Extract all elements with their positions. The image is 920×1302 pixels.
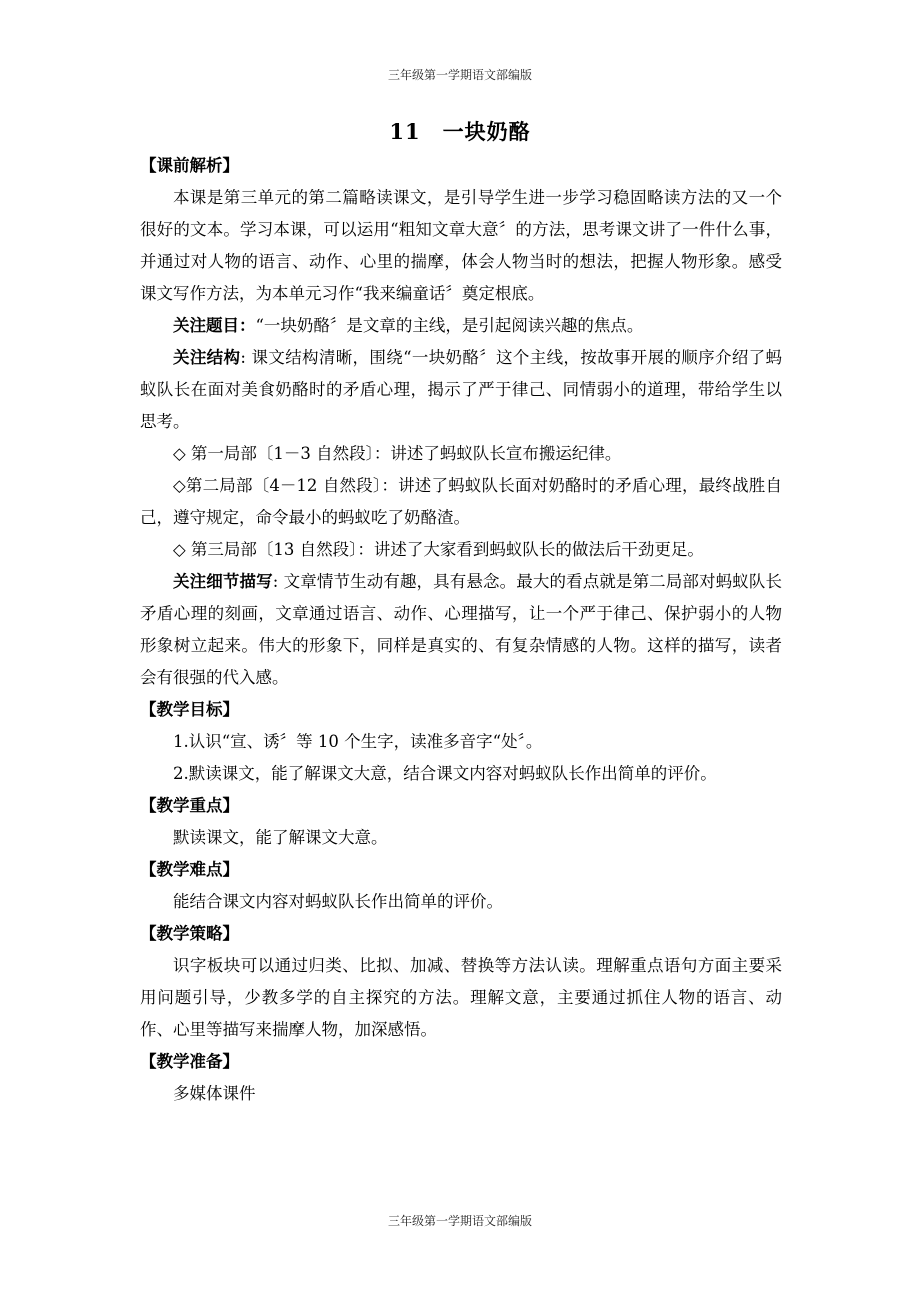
key-text: 默读课文，能了解课文大意。 bbox=[173, 828, 388, 847]
section-heading-strategy: 【教学策略】 bbox=[140, 924, 239, 943]
section-heading-goals: 【教学目标】 bbox=[140, 700, 239, 719]
page-header: 三年级第一学期语文部编版 bbox=[387, 68, 532, 82]
lesson-title: 11 一块奶酪 bbox=[389, 119, 531, 144]
page-footer: 三年级第一学期语文部编版 bbox=[387, 1214, 532, 1228]
analysis-intro: 本课是第三单元的第二篇略读课文，是引导学生进一步学习稳固略读方法的又一个很好的文本。学习本课，可以运用“粗知文章大意〞的方法，思考课文讲了一件什么事，并通过对人物的语言、动作、心里的揣摩，体会人物当时的想法，把握人物形象。感受课文写作方法，为本单元习作“我来编童话〞奠定根底。 bbox=[140, 188, 782, 303]
section-heading-key: 【教学重点】 bbox=[140, 796, 239, 815]
prep-text: 多媒体课件 bbox=[173, 1084, 256, 1103]
section-heading-prep: 【教学准备】 bbox=[140, 1052, 239, 1071]
structure-paragraph bbox=[140, 342, 782, 438]
detail-paragraph bbox=[140, 566, 782, 694]
part-one: ◇ 第一局部〔1－3 自然段〕：讲述了蚂蚁队长宣布搬运纪律。 bbox=[173, 444, 622, 463]
goal-item-2: 2.默读课文，能了解课文大意，结合课文内容对蚂蚁队长作出简单的评价。 bbox=[173, 764, 717, 783]
part-two: ◇第二局部〔4－12 自然段〕：讲述了蚂蚁队长面对奶酪时的矛盾心理，最终战胜自己，遵守规定，命令最小的蚂蚁吃了奶酪渣。 bbox=[140, 476, 782, 527]
goal-item-1: 1.认识“宣、诱〞等 10 个生字，读准多音字“处〞。 bbox=[173, 732, 543, 751]
section-heading-difficulty: 【教学难点】 bbox=[140, 860, 239, 879]
topic-paragraph bbox=[140, 310, 782, 342]
structure-label: 关注结构 bbox=[173, 348, 241, 367]
part-three: ◇ 第三局部〔13 自然段〕：讲述了大家看到蚂蚁队长的做法后干劲更足。 bbox=[173, 540, 704, 559]
strategy-text: 识字板块可以通过归类、比拟、加减、替换等方法认读。理解重点语句方面主要采用问题引导，少教多学的自主探究的方法。理解文意，主要通过抓住人物的语言、动作、心里等描写来揣摩人物，加深感悟。 bbox=[140, 956, 782, 1039]
difficulty-text: 能结合课文内容对蚂蚁队长作出简单的评价。 bbox=[173, 892, 503, 911]
topic-label: 关注题目： bbox=[173, 316, 256, 335]
detail-label: 关注细节描写 bbox=[173, 572, 273, 591]
structure-text: : 课文结构清晰，围绕“一块奶酪〞这个主线，按故事开展的顺序介绍了蚂蚁队长在面对美食奶酪时的矛盾心理，揭示了严于律己、同情弱小的道理，带给学生以思考。 bbox=[140, 348, 783, 431]
document-body bbox=[140, 150, 782, 1110]
section-heading-analysis: 【课前解析】 bbox=[140, 156, 239, 175]
topic-text: “一块奶酪〞是文章的主线，是引起阅读兴趣的焦点。 bbox=[255, 316, 644, 335]
detail-text: : 文章情节生动有趣，具有悬念。最大的看点就是第二局部对蚂蚁队长矛盾心理的刻画，文章通过语言、动作、心理描写，让一个严于律己、保护弱小的人物形象树立起来。伟大的形象下，同样是真实的、有复杂情感的人物。这样的描写，读者会有很强的代入感。 bbox=[140, 572, 782, 687]
